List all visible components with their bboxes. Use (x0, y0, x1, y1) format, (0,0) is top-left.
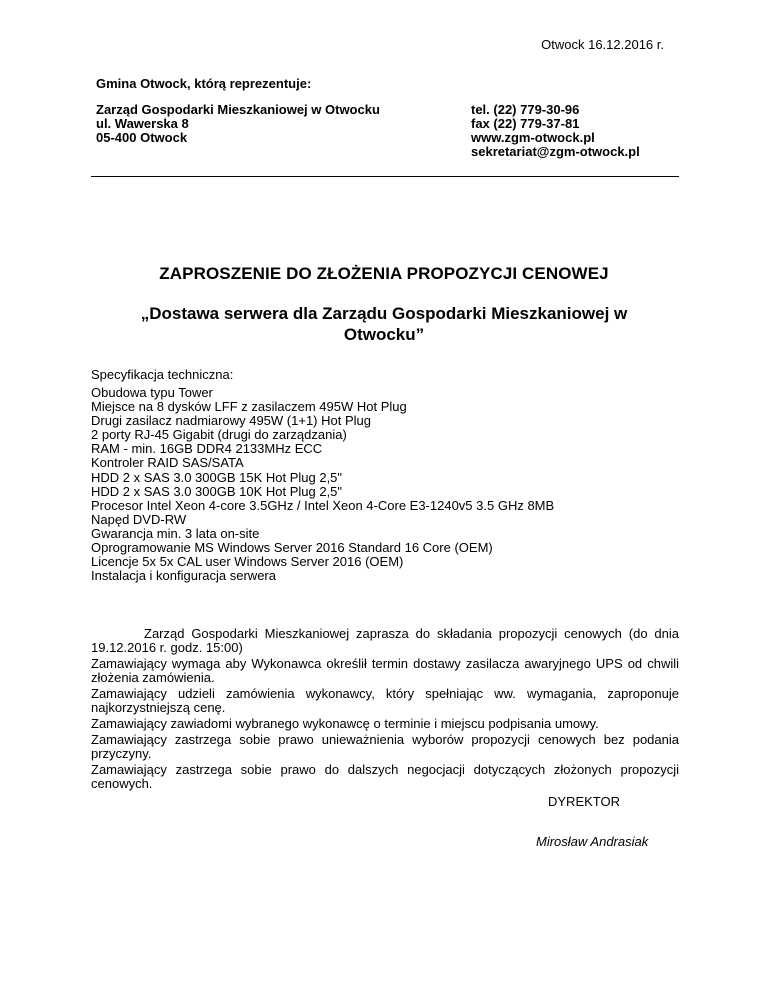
spec-item: Drugi zasilacz nadmiarowy 495W (1+1) Hot Plug (91, 413, 371, 429)
body-paragraph: Zamawiający udzieli zamówienia wykonawcy, który spełniając ww. wymagania, zaproponuje najkorzystniejszą cenę. (91, 686, 679, 715)
spec-item: HDD 2 x SAS 3.0 300GB 10K Hot Plug 2,5" (91, 483, 343, 499)
spec-item: Instalacja i konfiguracja serwera (91, 568, 276, 584)
sender-name: Zarząd Gospodarki Mieszkaniowej w Otwocku (96, 102, 380, 117)
spec-item: Napęd DVD-RW (91, 511, 187, 527)
spec-item: 2 porty RJ-45 Gigabit (drugi do zarządzania) (91, 427, 347, 443)
body-paragraph: Zamawiający zastrzega sobie prawo unieważnienia wyborów propozycji cenowych bez podania przyczyny. (91, 732, 679, 761)
signatory-role: DYREKTOR (548, 794, 620, 809)
signatory-name: Mirosław Andrasiak (536, 834, 649, 849)
spec-list (91, 386, 554, 583)
spec-item: Procesor Intel Xeon 4-core 3.5GHz / Intel Xeon 4-Core E3-1240v5 3.5 GHz 8MB (91, 497, 555, 513)
document-subtitle: „Dostawa serwera dla Zarządu Gospodarki Mieszkaniowej w Otwocku” (140, 304, 628, 344)
spec-item: Oprogramowanie MS Windows Server 2016 Standard 16 Core (OEM) (91, 540, 493, 556)
spec-item: RAM - min. 16GB DDR4 2133MHz ECC (91, 441, 323, 457)
document-title: ZAPROSZENIE DO ZŁOŻENIA PROPOZYCJI CENOWEJ (159, 264, 609, 283)
spec-item: Obudowa typu Tower (91, 385, 213, 400)
spec-item: Kontroler RAID SAS/SATA (91, 455, 244, 471)
spec-item: Gwarancja min. 3 lata on-site (91, 525, 260, 541)
header-divider (91, 176, 679, 177)
contact-phone: tel. (22) 779-30-96 (471, 102, 580, 117)
invitation-body (91, 627, 679, 793)
document-date: Otwock 16.12.2016 r. (541, 37, 664, 52)
spec-heading: Specyfikacja techniczna: (91, 367, 234, 382)
sender-city: 05-400 Otwock (96, 130, 188, 145)
body-paragraph: Zamawiający zastrzega sobie prawo do dalszych negocjacji dotyczących złożonych propozycji cenowych. (91, 762, 679, 791)
sender-contact (471, 103, 640, 159)
body-paragraph: Zarząd Gospodarki Mieszkaniowej zaprasza do składania propozycji cenowych (do dnia 19.12.2016 r. godz. 15:00) (91, 626, 679, 655)
spec-item: Miejsce na 8 dysków LFF z zasilaczem 495W Hot Plug (91, 399, 407, 415)
represented-by-line: Gmina Otwock, którą reprezentuje: (96, 76, 312, 91)
sender-street: ul. Wawerska 8 (96, 116, 189, 131)
sender-address (96, 103, 380, 145)
contact-email: sekretariat@zgm-otwock.pl (471, 144, 640, 159)
contact-website: www.zgm-otwock.pl (471, 130, 595, 145)
spec-item: Licencje 5x 5x CAL user Windows Server 2016 (OEM) (91, 554, 404, 570)
body-paragraph: Zamawiający zawiadomi wybranego wykonawcę o terminie i miejscu podpisania umowy. (91, 716, 599, 731)
body-paragraph: Zamawiający wymaga aby Wykonawca określił termin dostawy zasilacza awaryjnego UPS od chwili złożenia zamówienia. (91, 656, 679, 685)
contact-fax: fax (22) 779-37-81 (471, 116, 580, 131)
spec-item: HDD 2 x SAS 3.0 300GB 15K Hot Plug 2,5" (91, 469, 343, 485)
